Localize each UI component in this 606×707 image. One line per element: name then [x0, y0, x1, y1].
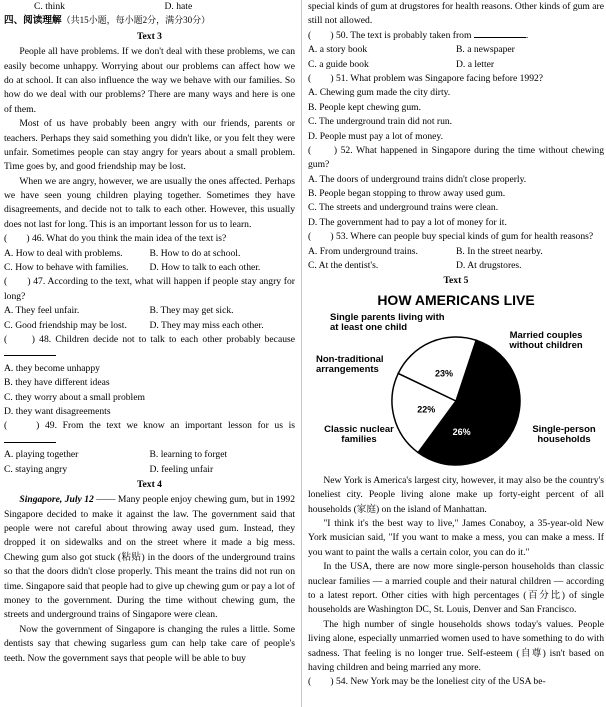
- option-d: D. they want disagreements: [4, 405, 111, 417]
- pie-svg: [386, 331, 526, 471]
- option-b: B. People began stopping to throw away used gum.: [308, 188, 506, 200]
- option-b: B. a newspaper: [456, 44, 515, 56]
- question-52: ( ) 52. What happened in Singapore during the time without chewing gum?: [308, 144, 604, 171]
- option-a: A. Chewing gum made the city dirty.: [308, 87, 451, 99]
- q47-options-row: [4, 319, 295, 333]
- option-c: C. How to behave with families.: [4, 262, 129, 274]
- answer-blank: [474, 37, 526, 38]
- pie-value-label: 22%: [417, 404, 436, 415]
- answer-blank: [4, 442, 56, 443]
- pie-value-label: 23%: [434, 368, 453, 379]
- option-d: D. How to talk to each other.: [149, 262, 261, 274]
- text3-heading: Text 3: [137, 30, 162, 42]
- option-d: D. They may miss each other.: [149, 319, 264, 331]
- text4-continued: special kinds of gum at drugstores for health reasons. Other kinds of gum are still not allowed.: [308, 1, 604, 27]
- question-48-text: ( ) 48. Children decide not to talk to each other probably because: [4, 333, 295, 345]
- section-header: [4, 14, 295, 28]
- option-d: D. feeling unfair: [149, 463, 214, 475]
- q50-options-row: [308, 43, 604, 57]
- column-divider: [301, 0, 302, 707]
- option-b: B. People kept chewing gum.: [308, 101, 421, 113]
- question-50-text: ( ) 50. The text is probably taken from: [308, 29, 472, 41]
- question-49-text: ( ) 49. From the text we know an important lesson for us is: [4, 420, 295, 432]
- pie-chart: [308, 313, 604, 471]
- q50-options-row: [308, 58, 604, 72]
- option-b: B. they have different ideas: [4, 377, 110, 389]
- option-a: A. How to deal with problems.: [4, 247, 123, 259]
- option-c: C. The streets and underground trains were clean.: [308, 202, 499, 214]
- left-column: [4, 0, 295, 707]
- q45-options: [4, 0, 295, 14]
- option-c: C. The underground train did not run.: [308, 116, 453, 128]
- text4-paragraph: Now the government of Singapore is changing the rules a little. Some dentists say that chewing sugarless gum can help take care of people's teeth. Now the government says that people will be able to buy: [4, 623, 295, 664]
- option-a: A. they become unhappy: [4, 362, 100, 374]
- option-d: D. The government had to pay a lot of money for it.: [308, 216, 507, 228]
- text4-paragraph: [4, 493, 295, 623]
- legend-label-married-couples: Married couples without children: [509, 329, 583, 352]
- option-b: B. They may get sick.: [149, 305, 234, 317]
- option-d: D. a letter: [456, 58, 495, 70]
- option-a: A. The doors of underground trains didn't close properly.: [308, 173, 527, 185]
- question-48: [4, 333, 295, 362]
- section-title: 四、阅读理解: [4, 15, 62, 27]
- text3-paragraph: Most of us have probably been angry with our friends, parents or teachers. Perhaps they said something you didn't like, or you felt they were unfair. Sometimes people can stay angry for years about a small problem. Time goes by, and good friendship may be lost.: [4, 118, 295, 173]
- option-c: C. staying angry: [4, 463, 68, 475]
- option-b: B. In the street nearby.: [456, 245, 543, 257]
- option-c: C. they worry about a small problem: [4, 391, 145, 403]
- option-c: C. Good friendship may be lost.: [4, 319, 127, 331]
- option-c: C. At the dentist's.: [308, 260, 379, 272]
- section-note: （共15小题，每小题2分，满分30分）: [61, 15, 211, 26]
- chart-title: HOW AMERICANS LIVE: [377, 291, 535, 308]
- q49-options-row: [4, 448, 295, 462]
- question-50: ( ) 50. The text is probably taken from .: [308, 29, 529, 41]
- question-49: [4, 419, 295, 448]
- text3-paragraph: When we are angry, however, we are usually the ones affected. Perhaps we have seen young children playing together. Sometimes they have disagreements, and decide not to talk to each other. However, this usually does not last for long. This is an important lesson for us to learn.: [4, 175, 295, 230]
- option-a: A. a story book: [308, 44, 368, 56]
- text5-paragraph: In the USA, there are now more single-person households than classic nuclear families — a married couple and their natural children — according to a latest report. Other cities with high percentages (百分比) of single households are Washington DC, St. Louis, Denver and San Francisco.: [308, 561, 604, 616]
- answer-blank: [4, 355, 56, 356]
- text5-paragraph: New York is America's largest city, however, it may also be the country's loneliest city. People living alone make up forty-eight percent of all households (家庭) on the island of Manhattan.: [308, 474, 604, 515]
- q47-options-row: [4, 304, 295, 318]
- right-column: [308, 0, 604, 707]
- text5-heading: Text 5: [443, 275, 469, 287]
- option-c: C. a guide book: [308, 58, 369, 70]
- q46-options-row: [4, 261, 295, 275]
- legend-label-single-person: Single-person households: [532, 423, 596, 446]
- text4-body: —— Many people enjoy chewing gum, but in 1992 Singapore decided to make it against the law. The government said that people were not careful about throwing away used gum. Instead, they dropped it on sidewalks and on the street where it made a big mess. Chewing gum also got stuck (粘贴) in the doors of the underground trains so that the doors didn't close properly. This meant the trains did not run on time. Singapore said that people had to give up chewing gum or pay a lot of money to the government. During the time without chewing gum, the streets and underground trains of Singapore were clean.: [4, 494, 295, 621]
- option-a: A. From underground trains.: [308, 245, 418, 257]
- legend-label-non-traditional: Non-traditional arrangements: [316, 353, 384, 376]
- text3-paragraph: People all have problems. If we don't deal with these problems, we can easily become unhappy. Worrying about our problems can affect how we do at school. It can also influence the way we behave with our families. So how do we deal with our problems? There are many ways and here is one of them.: [4, 46, 295, 115]
- option-b: B. How to do at school.: [149, 247, 241, 259]
- q53-options-row: [308, 245, 604, 259]
- option-b: B. learning to forget: [149, 449, 228, 461]
- legend-label-single-parents: Single parents living with at least one child: [330, 311, 445, 334]
- legend-label-classic-nuclear: Classic nuclear families: [324, 423, 394, 446]
- text5-paragraph: "I think it's the best way to live," James Conaboy, a 35-year-old New York musician said, "If you want to make a mess, you can make a mess. If you want to paint the walls a certain color, you can do it.": [308, 517, 604, 558]
- dateline: Singapore, July 12: [19, 494, 94, 506]
- option-a: A. playing together: [4, 449, 79, 461]
- pie-value-label: 26%: [452, 427, 471, 438]
- question-47: ( ) 47. According to the text, what will happen if people stay angry for long?: [4, 276, 295, 302]
- option-d: D. People must pay a lot of money.: [308, 130, 444, 142]
- text5-paragraph: The high number of single households shows today's values. People living alone, especially unmarried women used to have something to do with sadness. That feeling is no longer true. Self-esteem (自尊) isn't based on having children and being married any more.: [308, 618, 604, 673]
- q49-options-row: [4, 463, 295, 477]
- q53-options-row: [308, 259, 604, 273]
- question-46: ( ) 46. What do you think the main idea of the text is?: [4, 233, 227, 245]
- text4-heading: Text 4: [137, 478, 162, 490]
- question-54: ( ) 54. New York may be the loneliest city of the USA be-: [308, 676, 546, 688]
- option-a: A. They feel unfair.: [4, 305, 80, 317]
- question-51: ( ) 51. What problem was Singapore facing before 1992?: [308, 72, 544, 84]
- q46-options-row: [4, 247, 295, 261]
- question-53: ( ) 53. Where can people buy special kinds of gum for health reasons?: [308, 231, 594, 243]
- option-d: D. At drugstores.: [456, 260, 522, 272]
- option-d: D. hate: [164, 1, 193, 12]
- option-c: C. think: [34, 1, 65, 12]
